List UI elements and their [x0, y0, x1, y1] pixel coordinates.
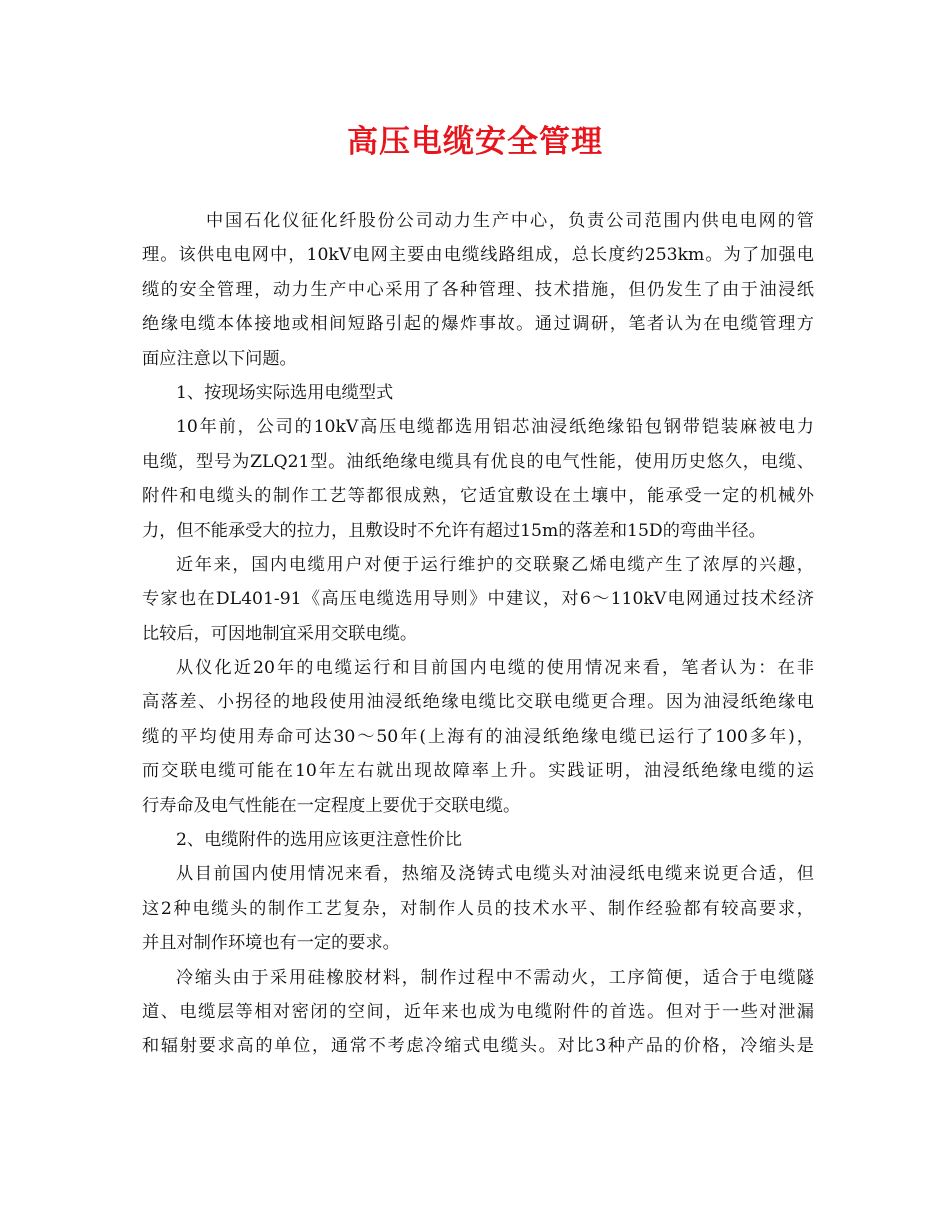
paragraph-line: 10年前，公司的10kV高压电缆都选用铝芯油浸纸绝缘铅包钢带铠装麻被电力: [176, 417, 814, 438]
document-body: [142, 204, 814, 1064]
paragraph-line: 理。该供电电网中，10kV电网主要由电缆线路组成，总长度约253km。为了加强电: [142, 245, 814, 266]
paragraph-line: 而交联电缆可能在10年左右就出现故障率上升。实践证明，油浸纸绝缘电缆的运: [142, 761, 814, 782]
paragraph-line: 并且对制作环境也有一定的要求。: [142, 933, 400, 954]
paragraph-line: 附件和电缆头的制作工艺等都很成熟，它适宜敷设在土壤中，能承受一定的机械外: [142, 486, 814, 507]
paragraph-line: 缆的安全管理，动力生产中心采用了各种管理、技术措施，但仍发生了由于油浸纸: [142, 279, 814, 300]
paragraph-line: 面应注意以下问题。: [142, 348, 297, 369]
paragraph-line: 道、电缆层等相对密闭的空间，近年来也成为电缆附件的首选。但对于一些对泄漏: [142, 1001, 814, 1022]
section-heading: 2、电缆附件的选用应该更注意性价比: [176, 830, 462, 851]
paragraph-line: 这2种电缆头的制作工艺复杂，对制作人员的技术水平、制作经验都有较高要求，: [142, 898, 814, 919]
document-title: 高压电缆安全管理: [347, 124, 603, 160]
paragraph-line: 缆的平均使用寿命可达30～50年(上海有的油浸纸绝缘电缆已运行了100多年)，: [142, 726, 814, 747]
paragraph-line: 冷缩头由于采用硅橡胶材料，制作过程中不需动火，工序简便，适合于电缆隧: [176, 967, 814, 988]
paragraph-line: 电缆，型号为ZLQ21型。油纸绝缘电缆具有优良的电气性能，使用历史悠久，电缆、: [142, 451, 814, 472]
paragraph-line: 从仪化近20年的电缆运行和目前国内电缆的使用情况来看，笔者认为：在非: [176, 658, 814, 679]
paragraph-line: 力，但不能承受大的拉力，且敷设时不允许有超过15m的落差和15D的弯曲半径。: [142, 520, 766, 541]
paragraph-line: 高落差、小拐径的地段使用油浸纸绝缘电缆比交联电缆更合理。因为油浸纸绝缘电: [142, 692, 814, 713]
paragraph-line: 和辐射要求高的单位，通常不考虑冷缩式电缆头。对比3种产品的价格，冷缩头是: [142, 1036, 814, 1057]
section-heading: 1、按现场实际选用电缆型式: [176, 382, 394, 403]
paragraph-line: 绝缘电缆本体接地或相间短路引起的爆炸事故。通过调研，笔者认为在电缆管理方: [142, 314, 814, 335]
paragraph-line: 比较后，可因地制宜采用交联电缆。: [142, 623, 418, 644]
paragraph-line: 专家也在DL401-91《高压电缆选用导则》中建议，对6～110kV电网通过技术经济: [142, 589, 814, 610]
paragraph-line: 从目前国内使用情况来看，热缩及浇铸式电缆头对油浸纸电缆来说更合适，但: [176, 864, 814, 885]
paragraph-line: 中国石化仪征化纤股份公司动力生产中心，负责公司范围内供电电网的管: [206, 211, 814, 231]
paragraph-line: 近年来，国内电缆用户对便于运行维护的交联聚乙烯电缆产生了浓厚的兴趣，: [176, 554, 814, 575]
paragraph-line: 行寿命及电气性能在一定程度上要优于交联电缆。: [142, 795, 521, 816]
